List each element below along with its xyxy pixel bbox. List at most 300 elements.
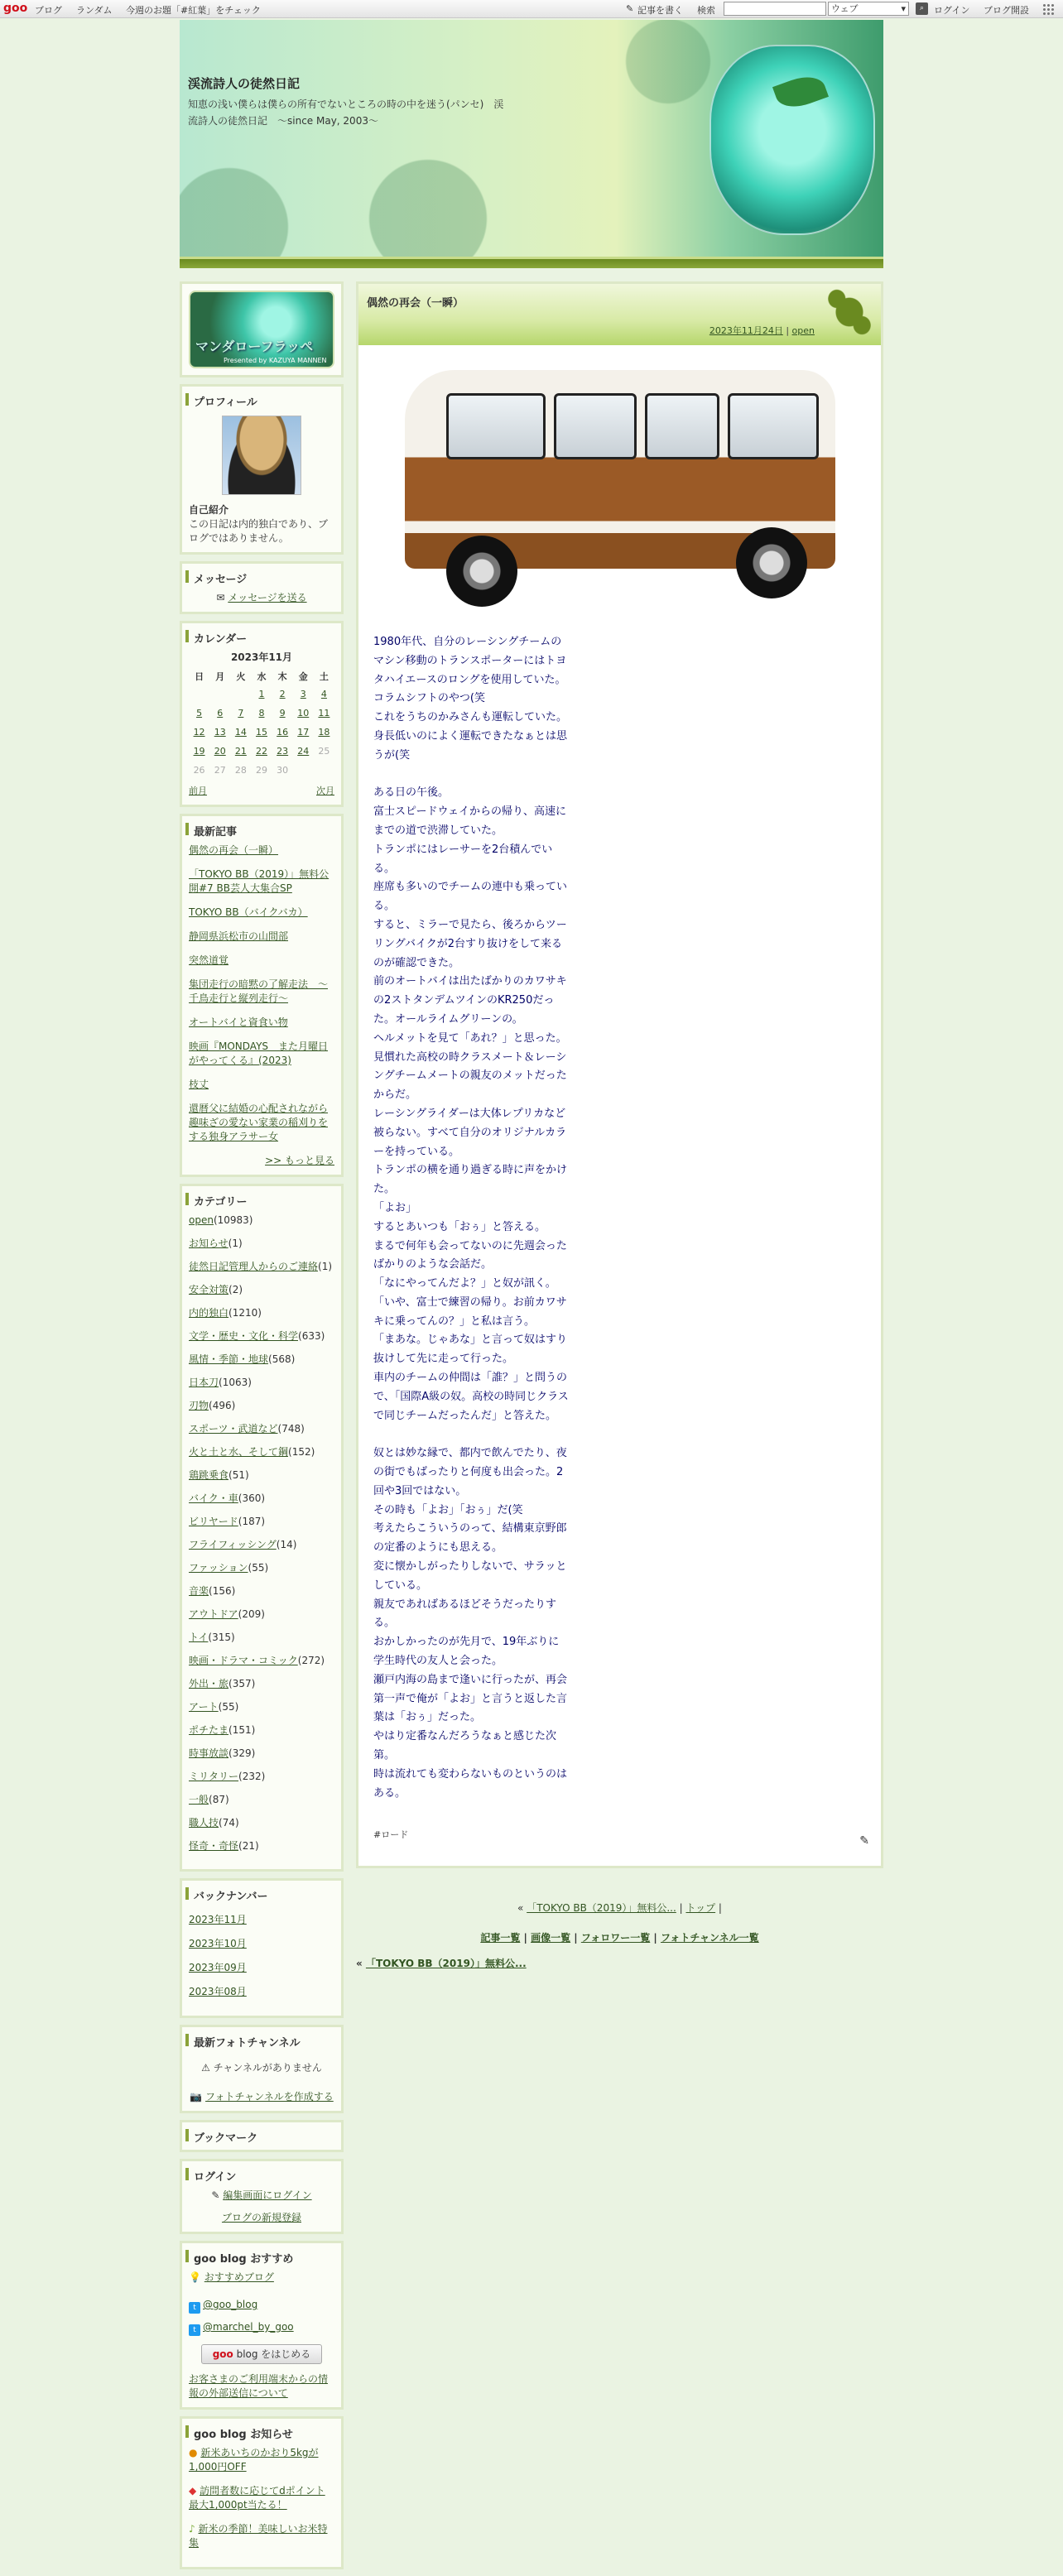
- category-count: (272): [297, 1655, 325, 1666]
- van-window: [645, 393, 719, 459]
- category-link[interactable]: 鶏跳乗食: [189, 1469, 229, 1481]
- calendar-day[interactable]: [272, 743, 293, 762]
- entry-paragraph: 富士スピードウェイからの帰り、高速にまでの道で渋滞していた。: [373, 805, 566, 837]
- category-count: (21): [238, 1840, 259, 1852]
- calendar-day-link[interactable]: 24: [297, 746, 310, 757]
- category-link[interactable]: 職人技: [189, 1817, 219, 1829]
- entry-paragraph: やはり定番なんだろうなぁと感じた次第。: [373, 1730, 557, 1762]
- calendar-day[interactable]: [230, 743, 251, 762]
- category-link[interactable]: トイ: [189, 1632, 209, 1643]
- calendar-day: 27: [214, 765, 226, 776]
- blog-title[interactable]: 渓流詩人の徒然日記: [188, 76, 301, 91]
- pen-icon: ✎: [211, 2189, 220, 2201]
- news-link[interactable]: 新米あいちのかおり5kgが1,000円OFF: [189, 2447, 319, 2473]
- calendar-day-link[interactable]: 2: [279, 689, 286, 699]
- category-count: (51): [228, 1469, 249, 1481]
- calendar-day[interactable]: [293, 685, 314, 704]
- paragraph-gap: [373, 1425, 866, 1444]
- category-item: [189, 1770, 334, 1784]
- category-item: [189, 1468, 334, 1483]
- calendar-day[interactable]: [209, 704, 230, 723]
- music-icon: ♪: [189, 2523, 195, 2535]
- top-link[interactable]: トップ: [685, 1902, 716, 1915]
- profile-intro-label: 自己紹介: [189, 504, 229, 516]
- bookmark-box: [180, 2120, 344, 2152]
- button-goo-text: goo: [212, 2348, 233, 2360]
- recent-post-link[interactable]: 「TOKYO BB（2019）」無料公開#7 BB芸人大集合SP: [189, 868, 329, 894]
- category-link[interactable]: 映画・ドラマ・コミック: [189, 1655, 298, 1666]
- calendar-day: 29: [255, 765, 267, 776]
- write-article-link[interactable]: 記事を書く: [637, 5, 683, 16]
- recent-post-link[interactable]: 突然道覚: [189, 954, 229, 966]
- news-list: [189, 2446, 334, 2550]
- category-link[interactable]: 時事放談: [189, 1747, 229, 1759]
- calendar-day-link[interactable]: 14: [234, 727, 247, 738]
- calendar-day-link[interactable]: 23: [277, 746, 289, 757]
- calendar-day-link[interactable]: 6: [217, 708, 224, 718]
- header-drink-image: [709, 45, 875, 235]
- calendar-day: 28: [234, 765, 247, 776]
- start-goo-blog-button[interactable]: [201, 2344, 322, 2364]
- category-link[interactable]: フライフィッシング: [189, 1539, 277, 1550]
- article-list-link[interactable]: 記事一覧: [480, 1932, 521, 1944]
- twitter-marchel-link[interactable]: @marchel_by_goo: [203, 2321, 294, 2333]
- calendar-weekday: 金: [298, 671, 308, 682]
- calendar-day[interactable]: [251, 685, 272, 704]
- recent-posts-heading: 最新記事: [182, 816, 341, 843]
- recent-post-link[interactable]: 還暦父に結婚の心配されながら趣味ざの愛ない家業の稲刈りをする独身アラサー女: [189, 1103, 329, 1142]
- pager: « 「TOKYO BB（2019）」無料公... | トップ | 記事一覧 | 画像一覧 | フォロワー一覧 | フォトチャンネル一覧: [480, 1902, 759, 1944]
- calendar-day-link[interactable]: 22: [255, 746, 267, 757]
- entry-paragraph: 時は流れても変わらないものというのはある。: [373, 1767, 568, 1800]
- message-heading: メッセージ: [182, 564, 341, 591]
- follower-list-link[interactable]: フォロワー一覧: [580, 1932, 651, 1944]
- category-link[interactable]: バイク・車: [189, 1492, 238, 1504]
- calendar-day-link[interactable]: 1: [258, 689, 265, 699]
- category-count: (151): [228, 1724, 256, 1736]
- category-list: [189, 1214, 334, 1853]
- category-count: (1210): [228, 1307, 262, 1319]
- calendar-day-link[interactable]: 16: [277, 727, 289, 738]
- calendar-day: [293, 762, 314, 781]
- van-window: [728, 393, 819, 459]
- entry-paragraph: 「よお」: [373, 1201, 417, 1214]
- category-item: [189, 1329, 334, 1343]
- calendar-day-link[interactable]: 12: [193, 727, 205, 738]
- category-item: [189, 1561, 334, 1575]
- category-count: (14): [276, 1539, 297, 1550]
- calendar-day[interactable]: [272, 685, 293, 704]
- calendar-day-link[interactable]: 7: [238, 708, 244, 718]
- calendar-day: 30: [277, 765, 289, 776]
- calendar-day: [314, 762, 334, 781]
- envelope-icon: ✉: [216, 592, 225, 603]
- category-link[interactable]: 徒然日記管理人からのご連絡: [189, 1261, 319, 1272]
- calendar-day-link[interactable]: 3: [300, 689, 306, 699]
- category-item: [189, 1237, 334, 1251]
- entry-paragraph: まるで何年も会ってないのに先週会ったばかりのような会話だ。: [373, 1239, 567, 1271]
- twitter-goo-link[interactable]: @goo_blog: [203, 2299, 258, 2310]
- category-count: (1): [318, 1261, 333, 1272]
- no-channel-text: チャンネルがありません: [213, 2062, 322, 2074]
- calendar-day-link[interactable]: 5: [196, 708, 203, 718]
- banner-subtitle: Presented by KAZUYA MANNEN: [224, 357, 327, 364]
- category-link[interactable]: 風情・季節・地球: [189, 1353, 269, 1365]
- toolbar-link-weekly-topic[interactable]: 今週のお題「#紅葉」をチェック: [126, 5, 261, 16]
- category-count: (357): [228, 1678, 256, 1689]
- login-box: [180, 2159, 344, 2234]
- paragraph-gap: [373, 766, 866, 785]
- recent-post-link[interactable]: オートバイと資食い物: [189, 1016, 288, 1028]
- top-toolbar: [0, 0, 1063, 18]
- bookmark-heading: ブックマーク: [182, 2122, 341, 2150]
- toolbar-link-blog[interactable]: ブログ: [35, 5, 62, 16]
- news-heading: goo blog お知らせ: [182, 2419, 341, 2446]
- entry-meta: 2023年11月24日 | open: [709, 325, 815, 336]
- calendar-day[interactable]: [251, 704, 272, 723]
- category-link[interactable]: ポチたま: [189, 1724, 229, 1736]
- profile-intro-text: この日記は内的独白であり、ブログではありません。: [189, 518, 329, 544]
- calendar-day-link[interactable]: 4: [320, 689, 327, 699]
- category-item: [189, 1631, 334, 1645]
- category-count: (2): [228, 1284, 243, 1295]
- category-item: [189, 1677, 334, 1691]
- category-item: [189, 1283, 334, 1297]
- van-window: [446, 393, 546, 459]
- category-item: [189, 1492, 334, 1506]
- entry-paragraph: レーシングライダーは大体レプリカなど被らない。すべて自分のオリジナルカラーを持っている。: [373, 1107, 567, 1158]
- entry-paragraph: 座席も多いのでチームの連中も乗っている。: [373, 881, 568, 913]
- entry-paragraph: 「いや、富士で練習の帰り。お前カワサキに乗ってんの？」と私は言う。: [373, 1295, 567, 1328]
- point-icon: ◆: [189, 2485, 197, 2497]
- banner-title: マンダローフラッペ: [195, 339, 314, 354]
- avatar: [222, 416, 301, 495]
- recent-post-link[interactable]: 偶然の再会（一瞬）: [189, 844, 279, 856]
- calendar-day[interactable]: [230, 704, 251, 723]
- rice-icon: ●: [189, 2447, 198, 2458]
- backnumber-link[interactable]: 2023年08月: [189, 1986, 247, 1997]
- category-count: (568): [268, 1353, 296, 1365]
- category-box: [180, 1184, 344, 1872]
- entry-paragraph: 前のオートバイは出たばかりのカワサキの2ストタンデムツインのKR250だった。オールライムグリーンの。: [373, 975, 567, 1026]
- more-posts-link[interactable]: >> もっと見る: [265, 1155, 334, 1166]
- goo-logo[interactable]: goo: [3, 2, 28, 15]
- category-count: (55): [218, 1701, 239, 1713]
- edit-login-link[interactable]: 編集画面にログイン: [223, 2189, 312, 2201]
- calendar-prev-month[interactable]: 前月: [189, 786, 207, 796]
- entry-paragraph: トランポにはレーサーを2台積んでいる。: [373, 843, 553, 875]
- category-item: [189, 1445, 334, 1459]
- category-link[interactable]: 刃物: [189, 1400, 209, 1411]
- create-photo-channel-link[interactable]: フォトチャンネルを作成する: [205, 2091, 334, 2103]
- image-list-link[interactable]: 画像一覧: [531, 1932, 571, 1944]
- calendar-day: [189, 685, 209, 704]
- category-item: [189, 1839, 334, 1853]
- category-count: (329): [228, 1747, 256, 1759]
- app-grid-icon[interactable]: [1042, 3, 1054, 15]
- calendar-day[interactable]: [293, 704, 314, 723]
- calendar-day-link[interactable]: 20: [214, 746, 226, 757]
- login-link[interactable]: ログイン: [934, 5, 970, 16]
- category-link[interactable]: 音楽: [189, 1585, 209, 1597]
- category-count: (87): [209, 1794, 229, 1805]
- login-heading: ログイン: [182, 2161, 341, 2189]
- calendar-day-link[interactable]: 9: [279, 708, 286, 718]
- news-link[interactable]: 訪問者数に応じてdポイント最大1,000pt当たる！: [189, 2485, 325, 2511]
- entry-category-link[interactable]: open: [791, 325, 815, 336]
- backnumber-heading: バックナンバー: [182, 1881, 341, 1908]
- profile-heading: プロフィール: [182, 387, 341, 414]
- category-link[interactable]: ビリヤード: [189, 1516, 238, 1527]
- category-count: (232): [238, 1771, 266, 1782]
- calendar-day[interactable]: [251, 743, 272, 762]
- van-wheel: [736, 527, 807, 598]
- category-item: [189, 1793, 334, 1807]
- toolbar-link-random[interactable]: ランダム: [76, 5, 113, 16]
- category-item: [189, 1538, 334, 1552]
- entry-paragraph: トランポの横を通り過ぎる時に声をかけた。: [373, 1164, 568, 1196]
- category-link[interactable]: 内的独白: [189, 1307, 229, 1319]
- category-count: (748): [277, 1423, 305, 1435]
- backnumber-link[interactable]: 2023年11月: [189, 1914, 247, 1925]
- calendar-weekday: 火: [236, 671, 246, 682]
- category-count: (1063): [219, 1377, 252, 1388]
- entry-paragraph: 親友であればあるほどそうだったりする。: [373, 1598, 557, 1630]
- category-item: [189, 1654, 334, 1668]
- category-item: [189, 1376, 334, 1390]
- category-count: (74): [219, 1817, 239, 1829]
- category-item: [189, 1816, 334, 1830]
- category-count: (10983): [213, 1214, 253, 1226]
- warning-icon: ⚠: [201, 2062, 210, 2074]
- calendar-day-link[interactable]: 18: [318, 727, 330, 738]
- category-item: [189, 1422, 334, 1436]
- calendar-day-link[interactable]: 8: [258, 708, 265, 718]
- entry-paragraph: 1980年代、自分のレーシングチームのマシン移動のトランスポーターにはトヨタハイエースのロングを使用していた。コラムシフトのやつ(笑: [373, 636, 567, 705]
- entry-paragraph: その時も「よお」「おぅ」だ(笑: [373, 1503, 523, 1516]
- calendar-weekday: 木: [277, 671, 287, 682]
- category-link[interactable]: ミリタリー: [189, 1771, 239, 1782]
- blog-header: [180, 20, 883, 257]
- category-heading: カテゴリー: [182, 1186, 341, 1214]
- category-link[interactable]: 一般: [189, 1794, 209, 1805]
- category-item: [189, 1306, 334, 1320]
- category-count: (360): [238, 1492, 266, 1504]
- calendar-weekday: 日: [195, 671, 204, 682]
- edit-pencil-icon[interactable]: ✎: [859, 1834, 869, 1848]
- send-message-link[interactable]: メッセージを送る: [228, 592, 307, 603]
- category-link[interactable]: 怪奇・奇怪: [189, 1840, 239, 1852]
- category-link[interactable]: アウトドア: [189, 1608, 238, 1620]
- calendar-day-link[interactable]: 13: [214, 727, 226, 738]
- category-link[interactable]: 安全対策: [189, 1284, 229, 1295]
- calendar-next-month[interactable]: 次月: [316, 786, 334, 796]
- category-link[interactable]: open: [189, 1214, 214, 1226]
- backnumber-box: [180, 1878, 344, 2018]
- recent-post-link[interactable]: TOKYO BB（バイクバカ）: [189, 906, 308, 918]
- open-blog-link[interactable]: ブログ開設: [984, 5, 1029, 16]
- category-count: (633): [298, 1330, 325, 1342]
- calendar-month: 2023年11月: [230, 651, 293, 663]
- bottom-prev-entry-link[interactable]: 「TOKYO BB（2019）」無料公...: [365, 1958, 527, 1970]
- category-link[interactable]: 文学・歴史・文化・科学: [189, 1330, 299, 1342]
- entry-paragraph: 考えたらこういうのって、結構東京野郎の定番のようにも思える。: [373, 1522, 567, 1555]
- twitter-icon: t: [189, 2302, 200, 2314]
- search-input[interactable]: [724, 2, 826, 16]
- calendar-day[interactable]: [189, 704, 209, 723]
- category-count: (209): [238, 1608, 265, 1620]
- entry-paragraph: 車内のチームの仲間は「誰？」と問うので、「国際A級の奴。高校の時同じクラスで同じチームだったんだ」と答えた。: [373, 1372, 569, 1422]
- category-count: (1): [228, 1238, 243, 1249]
- category-item: [189, 1608, 334, 1622]
- search-scope-select[interactable]: [828, 2, 909, 16]
- backnumber-link[interactable]: 2023年10月: [189, 1938, 247, 1949]
- blog-subtitle: 知恵の浅い僕らは僕らの所有でないところの時の中を迷う(パンセ) 渓流詩人の徒然日記 ～since May, 2003～: [188, 99, 504, 127]
- calendar-day[interactable]: [189, 723, 209, 743]
- entry-title[interactable]: 偶然の再会（一瞬）: [367, 297, 464, 310]
- category-item: [189, 1260, 334, 1274]
- message-box: [180, 561, 344, 614]
- entry-paragraph: ヘルメットを見て「あれ？」と思った。: [373, 1031, 567, 1045]
- category-item: [189, 1747, 334, 1761]
- calendar-table: [189, 651, 334, 781]
- calendar-day: 25: [318, 746, 330, 757]
- calendar-day: [209, 685, 230, 704]
- calendar-day-link[interactable]: 17: [297, 727, 310, 738]
- recent-posts-list: [189, 843, 334, 1144]
- backnumber-link[interactable]: 2023年09月: [189, 1962, 247, 1973]
- search-label: 検索: [697, 5, 715, 16]
- entry-paragraph: 変に懐かしがったりしないで、サラッとしている。: [373, 1560, 567, 1592]
- calendar-day[interactable]: [189, 743, 209, 762]
- entry-paragraph: 瀬戸内海の島まで逢いに行ったが、再会第一声で俺が「よお」と言うと返した言葉は「おぅ」だった。: [373, 1673, 568, 1724]
- calendar-day[interactable]: [272, 704, 293, 723]
- recommend-box: [180, 2241, 344, 2410]
- category-count: (152): [288, 1446, 315, 1458]
- category-link[interactable]: 日本刀: [189, 1377, 219, 1388]
- calendar-day-link[interactable]: 10: [297, 708, 310, 718]
- recent-post-link[interactable]: 映画『MONDAYS また月曜日がやってくる』(2023): [189, 1040, 329, 1066]
- entry-tag-area: [358, 1828, 881, 1866]
- photo-channel-box: [180, 2025, 344, 2113]
- camera-icon: 📷: [190, 2091, 203, 2103]
- leaf-decoration-icon: [818, 279, 881, 345]
- calendar-day-link[interactable]: 21: [234, 746, 247, 757]
- category-count: (496): [209, 1400, 236, 1411]
- pencil-icon: ✎: [626, 3, 634, 14]
- entry-date-link[interactable]: 2023年11月24日: [709, 325, 783, 336]
- entry-photo-van: [372, 353, 868, 618]
- category-count: (187): [238, 1516, 266, 1527]
- news-box: [180, 2416, 344, 2569]
- van-wheel: [446, 536, 517, 607]
- bulb-icon: 💡: [189, 2271, 201, 2283]
- entry-paragraph: おかしかったのが先月で、19年ぶりに学生時代の友人と会った。: [373, 1636, 560, 1668]
- calendar-weekday: 水: [257, 671, 267, 682]
- calendar-day-link[interactable]: 19: [193, 746, 205, 757]
- entry-paragraph: これをうちのかみさんも運転していた。身長低いのによく運転できたなぁとは思うが(笑: [373, 711, 568, 762]
- register-blog-link[interactable]: ブログの新規登録: [221, 2212, 301, 2223]
- search-icon[interactable]: ⌕: [916, 2, 928, 15]
- sidebar-banner-box: [180, 281, 344, 377]
- recent-post-link[interactable]: 集団走行の暗黙の了解走法 ～千鳥走行と縦列走行～: [189, 978, 329, 1004]
- entry-paragraph: 見慣れた高校の時クラスメート＆レーシングチームメートの親友のメットだったからだ。: [373, 1050, 567, 1102]
- calendar-weekday: 土: [319, 671, 329, 682]
- calendar-day[interactable]: [293, 723, 314, 743]
- sidebar-banner[interactable]: [189, 291, 334, 368]
- calendar-day[interactable]: [230, 723, 251, 743]
- backnumber-list: [189, 1908, 334, 1999]
- calendar-day: [230, 685, 251, 704]
- button-rest-text: blog をはじめる: [233, 2348, 311, 2360]
- calendar-day[interactable]: [209, 743, 230, 762]
- chevron-down-icon: ▾: [901, 3, 906, 14]
- category-link[interactable]: 外出・旅: [189, 1678, 229, 1689]
- category-item: [189, 1723, 334, 1737]
- calendar-day[interactable]: [314, 685, 334, 704]
- calendar-day[interactable]: [209, 723, 230, 743]
- calendar-day-link[interactable]: 11: [318, 708, 330, 718]
- prev-entry-link[interactable]: 「TOKYO BB（2019）」無料公...: [527, 1902, 676, 1915]
- calendar-day: 26: [193, 765, 205, 776]
- category-link[interactable]: 火と土と水、そして鋼: [189, 1446, 289, 1458]
- external-info-link[interactable]: お客さまのご利用端末からの情報の外部送信について: [189, 2373, 329, 2399]
- category-item: [189, 1700, 334, 1714]
- category-link[interactable]: スポーツ・武道など: [189, 1423, 278, 1435]
- entry-paragraph: すると、ミラーで見たら、後ろからツーリングバイクが2台すり抜けをして来るのが確認できた。: [373, 918, 567, 969]
- entry-paragraph: 奴とは妙な縁で、都内で飲んでたり、夜の街でもばったりと何度も出会った。2回や3回ではない。: [373, 1447, 567, 1497]
- calendar-day[interactable]: [293, 743, 314, 762]
- category-item: [189, 1399, 334, 1413]
- recent-posts-box: [180, 814, 344, 1177]
- entry-header: [358, 284, 881, 345]
- category-link[interactable]: アート: [189, 1701, 219, 1713]
- news-link[interactable]: 新米の季節！美味しいお米特集: [189, 2523, 328, 2549]
- calendar-day[interactable]: [272, 723, 293, 743]
- category-count: (156): [209, 1585, 236, 1597]
- calendar-heading: カレンダー: [182, 623, 341, 651]
- category-count: (55): [248, 1562, 269, 1574]
- blog-entry: [356, 281, 883, 1868]
- recommend-blog-link[interactable]: おすすめブログ: [204, 2271, 274, 2283]
- twitter-icon: t: [189, 2324, 200, 2336]
- entry-paragraph: 「なにやってんだよ？」と奴が訊く。: [373, 1277, 556, 1290]
- category-item: [189, 1214, 334, 1228]
- category-link[interactable]: ファッション: [189, 1562, 248, 1574]
- photo-channel-list-link[interactable]: フォトチャンネル一覧: [661, 1932, 759, 1944]
- recent-post-link[interactable]: 静岡県浜松市の山間部: [189, 930, 289, 942]
- calendar-day[interactable]: [251, 723, 272, 743]
- entry-paragraph: ある日の午後。: [373, 786, 450, 800]
- category-link[interactable]: お知らせ: [189, 1238, 228, 1249]
- bottom-prev-nav: « 「TOKYO BB（2019）」無料公...: [356, 1958, 527, 1970]
- entry-paragraph: 「まあな。じゃあな」と言って奴はすり抜けして先に走って行った。: [373, 1334, 568, 1366]
- category-item: [189, 1353, 334, 1367]
- recommend-heading: goo blog おすすめ: [182, 2243, 341, 2271]
- calendar-day[interactable]: [314, 723, 334, 743]
- entry-tag[interactable]: #ロード: [373, 1829, 409, 1841]
- category-item: [189, 1584, 334, 1598]
- recent-post-link[interactable]: 枝丈: [189, 1079, 209, 1090]
- entry-paragraph: するとあいつも「おぅ」と答える。: [373, 1220, 546, 1233]
- calendar-day-link[interactable]: 15: [255, 727, 267, 738]
- category-count: (315): [208, 1632, 235, 1643]
- entry-body: [358, 618, 881, 1828]
- calendar-weekday: 月: [215, 671, 225, 682]
- calendar-box: [180, 621, 344, 807]
- main-content: [356, 281, 883, 1970]
- calendar-day[interactable]: [314, 704, 334, 723]
